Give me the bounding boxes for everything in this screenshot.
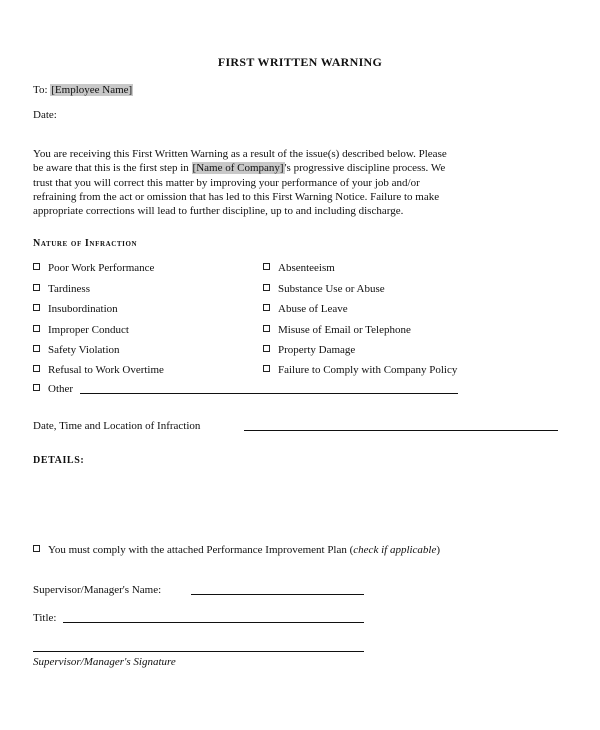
to-label: To: (33, 84, 51, 96)
checkbox-label: Tardiness (48, 283, 90, 295)
checkbox-icon[interactable] (263, 345, 270, 352)
title-line[interactable] (63, 622, 364, 623)
checkbox-safety-violation[interactable] (33, 344, 120, 356)
checkbox-icon[interactable] (33, 545, 40, 552)
paragraph-line-5: appropriate corrections will lead to further discipline, up to and including discharge. (33, 205, 404, 218)
checkbox-icon[interactable] (33, 345, 40, 352)
checkbox-label: Property Damage (278, 344, 356, 356)
checkbox-icon[interactable] (33, 365, 40, 372)
checkbox-label: Abuse of Leave (278, 303, 348, 315)
checkbox-label: Other (48, 383, 74, 395)
document-title: FIRST WRITTEN WARNING (217, 55, 383, 69)
employee-name-field[interactable]: [Employee Name] (51, 84, 133, 96)
checkbox-label: Substance Use or Abuse (278, 283, 385, 295)
warning-paragraph (33, 147, 563, 218)
nature-heading: Nature of Infraction (33, 238, 138, 249)
checkbox-label: Poor Work Performance (48, 262, 155, 274)
checkbox-label: Insubordination (48, 303, 118, 315)
checkbox-other[interactable] (33, 383, 73, 395)
checkbox-absenteeism[interactable] (263, 262, 335, 274)
checkbox-label: Improper Conduct (48, 324, 129, 336)
signature-label: Supervisor/Manager's Signature (33, 656, 176, 668)
supervisor-name-label: Supervisor/Manager's Name: (33, 584, 162, 596)
checkbox-label: Failure to Comply with Company Policy (278, 364, 458, 376)
date-location-label: Date, Time and Location of Infraction (33, 420, 201, 432)
details-heading: DETAILS: (33, 455, 85, 466)
checkbox-icon[interactable] (33, 304, 40, 311)
paragraph-line-3: trust that you will correct this matter by improving your performance of your job and/or (33, 176, 420, 189)
checkbox-icon[interactable] (33, 325, 40, 332)
pip-text: You must comply with the attached Performance Improvement Plan ( (48, 544, 354, 556)
checkbox-tardiness[interactable] (33, 283, 90, 295)
checkbox-icon[interactable] (263, 325, 270, 332)
checkbox-icon[interactable] (33, 263, 40, 270)
checkbox-icon[interactable] (263, 304, 270, 311)
pip-note: check if applicable (353, 544, 437, 556)
supervisor-name-line[interactable] (191, 594, 364, 595)
paragraph-line-2-head: be aware that this is the first step in (33, 162, 192, 175)
checkbox-label: Refusal to Work Overtime (48, 364, 164, 376)
to-line (33, 84, 133, 96)
checkbox-abuse-of-leave[interactable] (263, 303, 348, 315)
checkbox-label: Misuse of Email or Telephone (278, 324, 411, 336)
checkbox-refusal-overtime[interactable] (33, 364, 164, 376)
paragraph-line-4: refraining from the act or omission that has led to this First Warning Notice. Failure to make (33, 190, 440, 203)
checkbox-property-damage[interactable] (263, 344, 355, 356)
checkbox-icon[interactable] (33, 384, 40, 391)
paragraph-line-2 (33, 161, 563, 175)
checkbox-poor-work-performance[interactable] (33, 262, 154, 274)
checkbox-label: Safety Violation (48, 344, 120, 356)
checkbox-label: Absenteeism (278, 262, 335, 274)
signature-line[interactable] (33, 651, 364, 652)
paragraph-line-2-tail: 's progressive discipline process. We (284, 162, 446, 175)
other-blank-line[interactable] (80, 393, 458, 394)
checkbox-substance-use[interactable] (263, 283, 385, 295)
checkbox-failure-comply[interactable] (263, 364, 457, 376)
date-location-line[interactable] (244, 430, 558, 431)
checkbox-misuse-email[interactable] (263, 324, 411, 336)
date-label: Date: (33, 109, 57, 121)
checkbox-icon[interactable] (263, 284, 270, 291)
pip-close: ) (436, 544, 441, 556)
company-name-field[interactable]: [Name of Company] (192, 162, 284, 175)
checkbox-pip[interactable] (33, 544, 440, 556)
checkbox-icon[interactable] (33, 284, 40, 291)
checkbox-icon[interactable] (263, 365, 270, 372)
paragraph-line-1: You are receiving this First Written Warning as a result of the issue(s) described below. Please (33, 148, 447, 160)
checkbox-improper-conduct[interactable] (33, 324, 129, 336)
title-label: Title: (33, 612, 57, 624)
checkbox-icon[interactable] (263, 263, 270, 270)
checkbox-insubordination[interactable] (33, 303, 118, 315)
